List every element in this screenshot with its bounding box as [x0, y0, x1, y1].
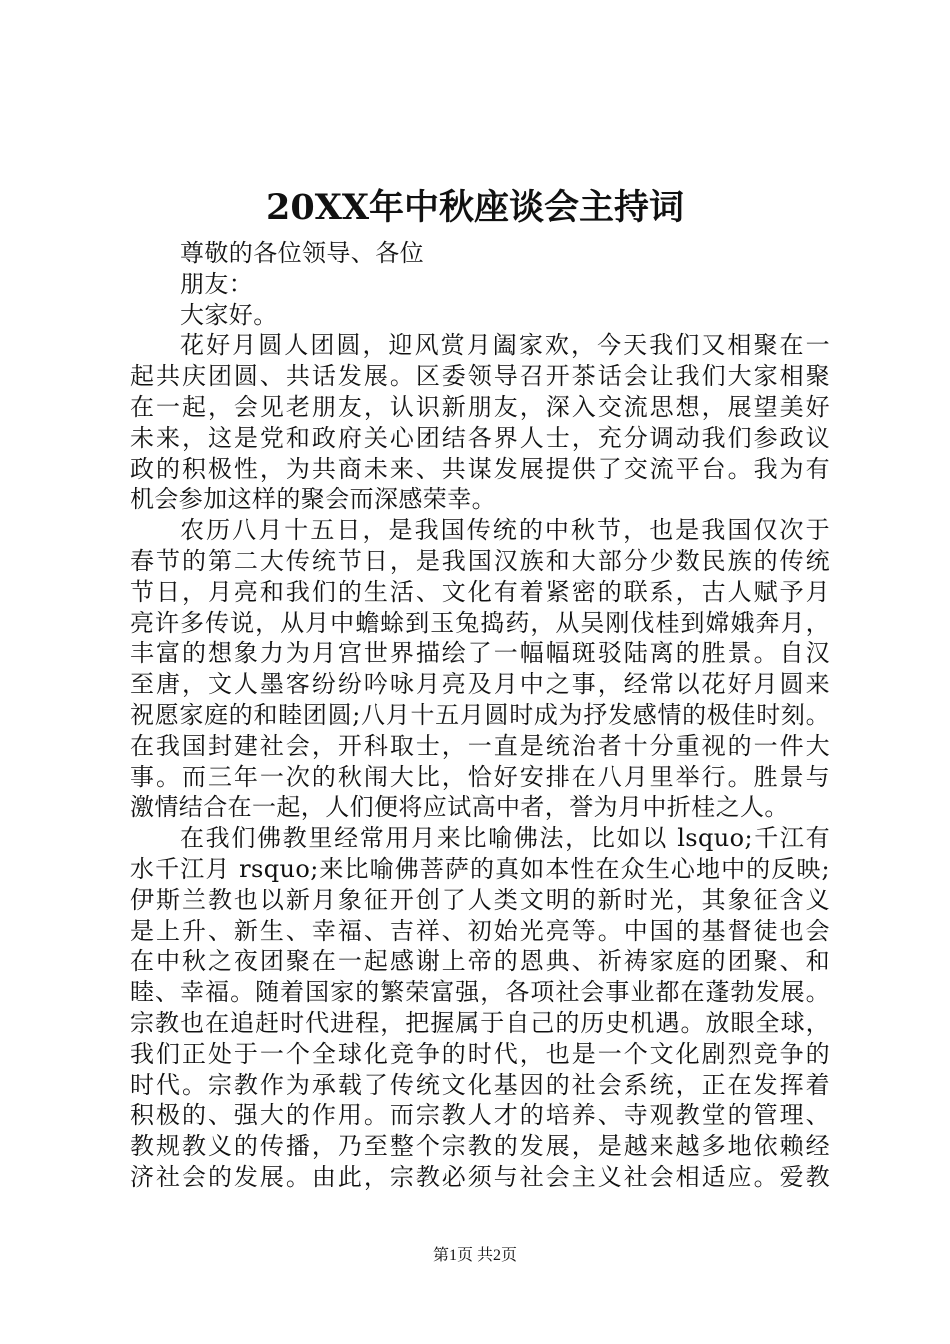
text-line: 节日，月亮和我们的生活、文化有着紧密的联系，古人赋予月	[130, 577, 830, 606]
text-line: 花好月圆人团圆，迎风赏月阖家欢，今天我们又相聚在一	[180, 331, 830, 360]
document-body	[130, 238, 830, 1193]
text-line: 时代。宗教作为承载了传统文化基因的社会系统，正在发挥着	[130, 1070, 830, 1099]
text-line: 政的积极性，为共商未来、共谋发展提供了交流平台。我为有	[130, 454, 830, 483]
text-line: 水千江月 rsquo;来比喻佛菩萨的真如本性在众生心地中的反映;	[130, 854, 830, 883]
text-line: 是上升、新生、幸福、吉祥、初始光亮等。中国的基督徒也会	[130, 916, 830, 945]
text-line: 尊敬的各位领导、各位	[180, 239, 424, 267]
text-line: 在我们佛教里经常用月来比喻佛法，比如以 lsquo;千江有	[180, 824, 830, 853]
text-line: 未来，这是党和政府关心团结各界人士，充分调动我们参政议	[130, 423, 830, 452]
text-line: 事。而三年一次的秋闱大比，恰好安排在八月里举行。胜景与	[130, 762, 830, 791]
text-line: 我们正处于一个全球化竞争的时代，也是一个文化剧烈竞争的	[130, 1039, 830, 1068]
text-line: 农历八月十五日，是我国传统的中秋节，也是我国仅次于	[180, 516, 830, 545]
text-line: 在我国封建社会，开科取士，一直是统治者十分重视的一件大	[130, 731, 830, 760]
text-line: 祝愿家庭的和睦团圆;八月十五月圆时成为抒发感情的极佳时刻。	[130, 700, 830, 729]
text-line: 在一起，会见老朋友，认识新朋友，深入交流思想，展望美好	[130, 392, 830, 421]
text-line: 激情结合在一起，人们便将应试高中者，誉为月中折桂之人。	[130, 793, 789, 822]
page-title: 20XX年中秋座谈会主持词	[265, 187, 685, 228]
text-line: 在中秋之夜团聚在一起感谢上帝的恩典、祈祷家庭的团聚、和	[130, 947, 830, 976]
text-line: 教规教义的传播，乃至整个宗教的发展，是越来越多地依赖经	[130, 1132, 830, 1161]
text-line: 机会参加这样的聚会而深感荣幸。	[130, 485, 496, 514]
page-footer: 第1页 共2页	[432, 1247, 517, 1264]
text-line: 大家好。	[180, 300, 278, 329]
text-line: 济社会的发展。由此，宗教必须与社会主义社会相适应。爱教	[130, 1162, 830, 1191]
text-line: 起共庆团圆、共话发展。区委领导召开茶话会让我们大家相聚	[130, 362, 830, 391]
text-line: 伊斯兰教也以新月象征开创了人类文明的新时光，其象征含义	[130, 885, 830, 914]
text-line: 宗教也在追赶时代进程，把握属于自己的历史机遇。放眼全球，	[130, 1008, 830, 1037]
text-line: 丰富的想象力为月宫世界描绘了一幅幅斑驳陆离的胜景。自汉	[130, 639, 830, 668]
text-line: 朋友：	[180, 269, 254, 298]
text-line: 亮许多传说，从月中蟾蜍到玉兔捣药，从吴刚伐桂到嫦娥奔月，	[130, 608, 830, 637]
text-line: 至唐，文人墨客纷纷吟咏月亮及月中之事，经常以花好月圆来	[130, 670, 830, 699]
text-line: 积极的、强大的作用。而宗教人才的培养、寺观教堂的管理、	[130, 1101, 830, 1130]
text-line: 睦、幸福。随着国家的繁荣富强，各项社会事业都在蓬勃发展。	[130, 978, 830, 1007]
text-line: 春节的第二大传统节日，是我国汉族和大部分少数民族的传统	[130, 546, 830, 575]
